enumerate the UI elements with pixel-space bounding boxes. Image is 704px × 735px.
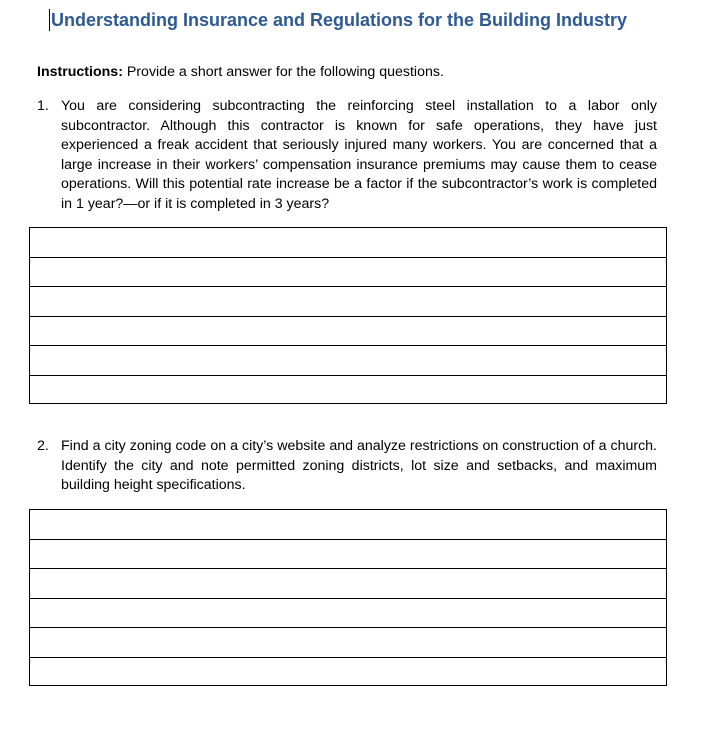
answer-line[interactable]	[30, 376, 666, 406]
answer-line[interactable]	[30, 569, 666, 599]
answer-line[interactable]	[30, 658, 666, 688]
question-text: You are considering subcontracting the reinforcing steel installation to a labor only subcontractor. Although this contractor is known for safe operations, they have just experienced a freak accident that seriously injured many workers. You are concerned that a large increase in their workers’ compensation insurance premiums may cause them to cease operations. Will this potential rate increase be a factor if the subcontractor’s work is completed in 1 year?—or if it is completed in 3 years?	[61, 98, 657, 212]
question-text: Find a city zoning code on a city’s website and analyze restrictions on construction of a church. Identify the city and note permitted zoning districts, lot size and setbacks, and maximum building height specifications.	[61, 438, 657, 493]
title-row	[49, 8, 627, 32]
question-number: 1.	[37, 98, 49, 114]
instructions-label: Instructions:	[37, 64, 123, 80]
question-number: 2.	[37, 438, 49, 454]
answer-line[interactable]	[30, 599, 666, 629]
instructions[interactable]	[37, 64, 444, 80]
answer-line[interactable]	[30, 228, 666, 258]
answer-line[interactable]	[30, 540, 666, 570]
document-title[interactable]: Understanding Insurance and Regulations for the Building Industry	[51, 9, 628, 30]
answer-line[interactable]	[30, 287, 666, 317]
question-1[interactable]	[37, 97, 657, 214]
text-cursor	[49, 9, 50, 31]
instructions-text: Provide a short answer for the following questions.	[122, 64, 444, 80]
answer-box-2[interactable]	[29, 509, 667, 686]
answer-line[interactable]	[30, 346, 666, 376]
answer-box-1[interactable]	[29, 227, 667, 404]
answer-line[interactable]	[30, 317, 666, 347]
answer-line[interactable]	[30, 258, 666, 288]
answer-line[interactable]	[30, 628, 666, 658]
question-2[interactable]	[37, 437, 657, 496]
answer-line[interactable]	[30, 510, 666, 540]
